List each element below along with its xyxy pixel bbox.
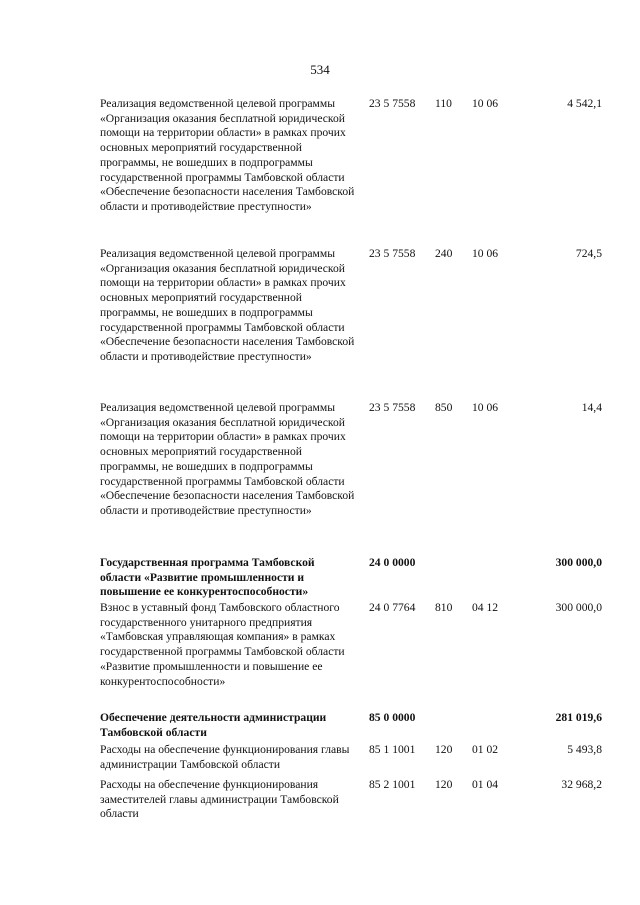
row-amount: 32 968,2 (561, 778, 602, 791)
row-section: 10 06 (472, 401, 499, 414)
row-amount: 300 000,0 (555, 556, 602, 569)
row-name: Обеспечение деятельности администрации Тамбовской области (100, 711, 327, 739)
row-amount: 300 000,0 (555, 601, 602, 614)
row-code: 24 0 0000 (369, 556, 416, 569)
row-section: 04 12 (472, 601, 499, 614)
row-code: 85 1 1001 (369, 743, 416, 756)
row-amount: 4 542,1 (567, 97, 602, 110)
row-name: Расходы на обеспечение функционирования главы администрации Тамбовской области (100, 743, 350, 771)
row-code: 23 5 7558 (369, 247, 416, 260)
row-section: 01 02 (472, 743, 499, 756)
row-code: 85 0 0000 (369, 711, 416, 724)
row-amount: 5 493,8 (567, 743, 602, 756)
row-section: 10 06 (472, 97, 499, 110)
row-name: Реализация ведомственной целевой программы «Организация оказания бесплатной юридической помощи на территории области» в рамках прочих основных мероприятий государственной программы, не вошедших в подпрограммы государственной программы Тамбовской области «Обеспечение безопасности населения Тамбовской области и противодействие преступности» (100, 97, 355, 213)
row-section: 10 06 (472, 247, 499, 260)
row-name: Государственная программа Тамбовской области «Развитие промышленности и повышение ее конкурентоспособности» (100, 556, 315, 599)
row-name: Взнос в уставный фонд Тамбовского областного государственного унитарного предприятия «Тамбовская управляющая компания» в рамках государственной программы Тамбовской области «Развитие промышленности и повышение ее конкурентоспособности» (100, 601, 345, 688)
row-vr: 120 (435, 743, 453, 756)
row-name: Реализация ведомственной целевой программы «Организация оказания бесплатной юридической помощи на территории области» в рамках прочих основных мероприятий государственной программы, не вошедших в подпрограммы государственной программы Тамбовской области «Обеспечение безопасности населения Тамбовской области и противодействие преступности» (100, 247, 355, 363)
page-number: 534 (310, 62, 330, 77)
row-code: 23 5 7558 (369, 97, 416, 110)
row-section: 01 04 (472, 778, 499, 791)
row-code: 23 5 7558 (369, 401, 416, 414)
row-amount: 281 019,6 (555, 711, 602, 724)
row-name: Расходы на обеспечение функционирования заместителей главы администрации Тамбовской области (100, 778, 339, 821)
row-amount: 724,5 (575, 247, 602, 260)
row-vr: 120 (435, 778, 453, 791)
row-code: 85 2 1001 (369, 778, 416, 791)
row-amount: 14,4 (581, 401, 602, 414)
row-vr: 850 (435, 401, 453, 414)
row-vr: 240 (435, 247, 453, 260)
row-vr: 810 (435, 601, 453, 614)
row-vr: 110 (435, 97, 452, 110)
row-name: Реализация ведомственной целевой программы «Организация оказания бесплатной юридической помощи на территории области» в рамках прочих основных мероприятий государственной программы, не вошедших в подпрограммы государственной программы Тамбовской области «Обеспечение безопасности населения Тамбовской области и противодействие преступности» (100, 401, 355, 517)
row-code: 24 0 7764 (369, 601, 416, 614)
